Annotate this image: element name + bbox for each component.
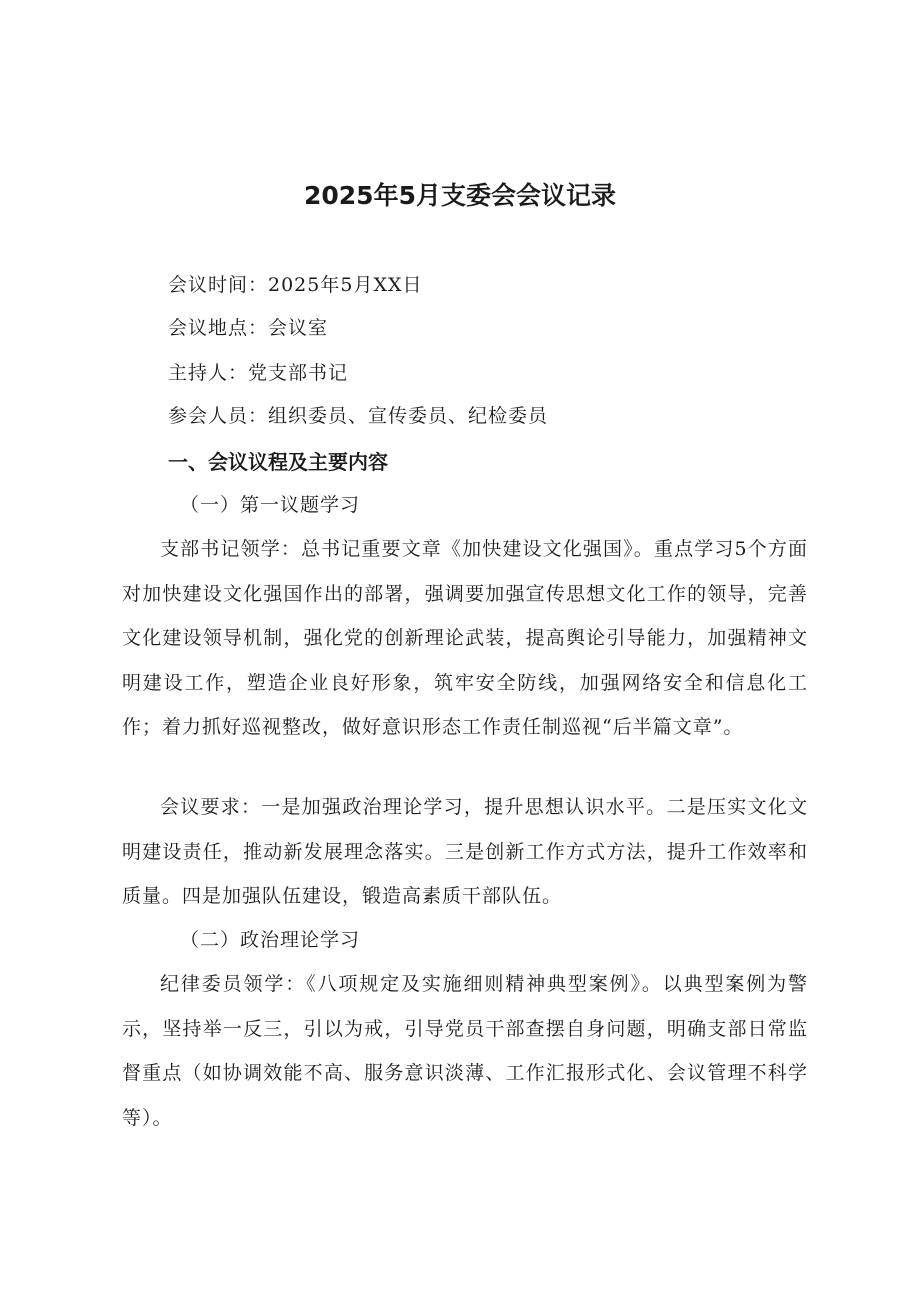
- first-topic-study-paragraph: 支部书记领学：总书记重要文章《加快建设文化强国》。重点学习5个方面对加快建设文化强国作出的部署，强调要加强宣传思想文化工作的领导，完善文化建设领导机制，强化党的创新理论武装，提高舆论引导能力，加强精神文明建设工作，塑造企业良好形象，筑牢安全防线，加强网络安全和信息化工作；着力抓好巡视整改，做好意识形态工作责任制巡视“后半篇文章”。: [122, 538, 808, 738]
- meeting-requirements-paragraph: 会议要求：一是加强政治理论学习，提升思想认识水平。二是压实文化文明建设责任，推动新发展理念落实。三是创新工作方式方法，提升工作效率和质量。四是加强队伍建设，锻造高素质干部队伍。: [122, 796, 808, 907]
- subsection-heading-first-topic: （一）第一议题学习: [180, 494, 361, 516]
- meeting-host: 主持人：党支部书记: [168, 362, 349, 384]
- meeting-time: 会议时间：2025年5月XX日: [168, 274, 423, 296]
- meeting-attendees: 参会人员：组织委员、宣传委员、纪检委员: [168, 405, 549, 427]
- political-theory-paragraph: 纪律委员领学：《八项规定及实施细则精神典型案例》。以典型案例为警示，坚持举一反三，引以为戒，引导党员干部查摆自身问题，明确支部日常监督重点（如协调效能不高、服务意识淡薄、工作汇报形式化、会议管理不科学等）。: [122, 973, 808, 1129]
- document-title: 2025年5月支委会会议记录: [304, 181, 616, 210]
- subsection-heading-political-theory: （二）政治理论学习: [180, 929, 361, 951]
- section-heading-agenda: 一、会议议程及主要内容: [168, 450, 388, 474]
- meeting-location: 会议地点：会议室: [168, 317, 329, 339]
